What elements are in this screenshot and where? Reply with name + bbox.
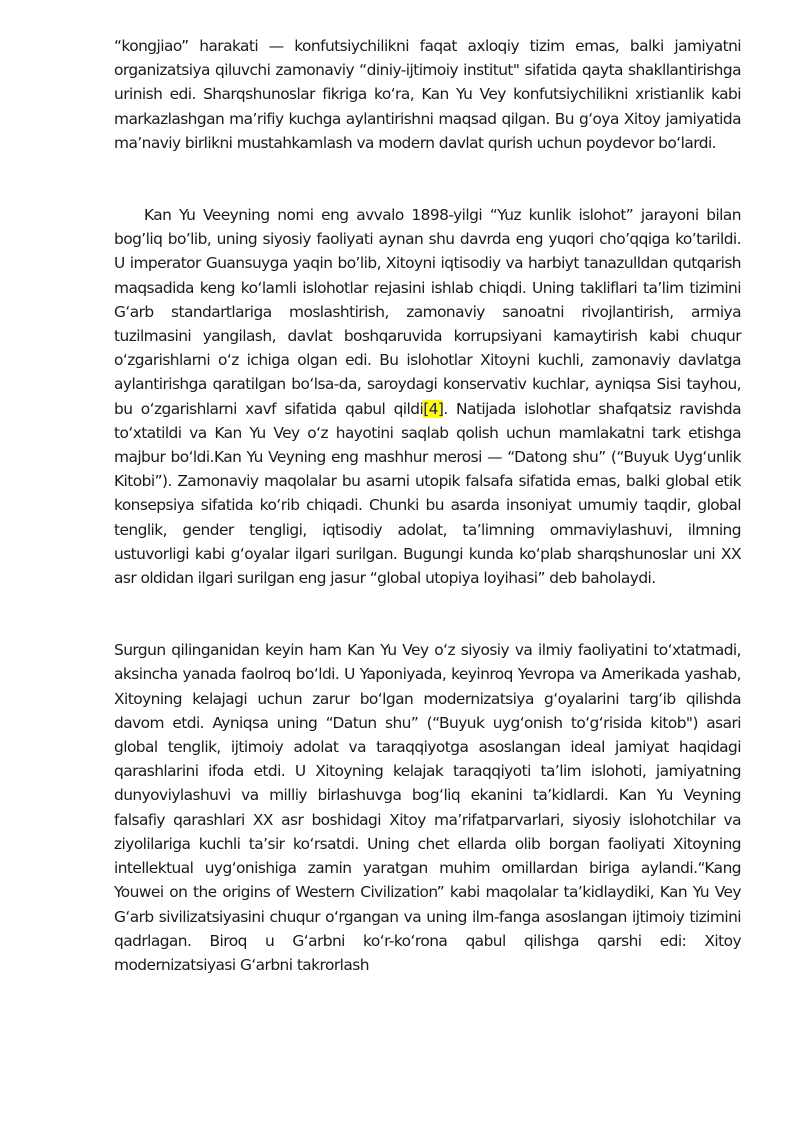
paragraph-text-before-citation: Kan Yu Veeyning nomi eng avvalo 1898-yilgi “Yuz kunlik islohot” jarayoni bilan bogʼliq boʼlib, uning siyosiy faoliyati aynan shu davrda eng yuqori choʼqqiga koʼtarildi. U imperator Guansuyga yaqin boʼlib, Xitoyni iqtisodiy va harbiyt tanazulldan qutqarish maqsadida keng koʻlamli islohotlar rejasini ishlab chiqdi. Uning takliflari taʼlim tizimini Gʻarb standartlariga moslashtirish, zamonaviy sanoatni rivojlantirish, armiya tuzilmasini yangilash, davlat boshqaruvida korrupsiyani kamaytirish kabi chuqur oʻzgarishlarni oʻz ichiga olgan edi. Bu islohotlar Xitoyni kuchli, zamonaviy davlatga aylantirishga qaratilgan boʻlsa-da, saroydagi konservativ kuchlar, ayniqsa Sisi tayhou, bu oʻzgarishlarni xavf sifatida qabul qildi <box>114 206 741 418</box>
paragraph-exile-activity: Surgun qilinganidan keyin ham Kan Yu Vey oʻz siyosiy va ilmiy faoliyatini toʻxtatmadi, aksincha yanada faolroq boʻldi. U Yaponiyada, keyinroq Yevropa va Amerikada yashab, Xitoyning kelajagi uchun zarur boʻlgan modernizatsiya gʻoyalarini targʻib qilishda davom etdi. Ayniqsa uning “Datun shu” (“Buyuk uygʻonish toʻgʻrisida kitob") asari global tenglik, ijtimoiy adolat va taraqqiyotga asoslangan ideal jamiyat haqidagi qarashlarini ifoda etdi. U Xitoyning kelajak taraqqiyoti taʼlim islohoti, jamiyatning dunyoviylashuvi va milliy birlashuvga bogʻliq ekanini taʼkidlardi. Kan Yu Veyning falsafiy qarashlari XX asr boshidagi Xitoy maʼrifatparvarlari, siyosiy islohotchilar va ziyolilariga kuchli taʼsir koʻrsatdi. Uning chet ellarda olib borgan faoliyati Xitoyning intellektual uygʻonishiga zamin yaratgan muhim omillardan biriga aylandi.“Kang Youwei on the origins of Western Civilization” kabi maqolalar taʼkidlaydiki, Kan Yu Vey Gʻarb sivilizatsiyasini chuqur oʻrgangan va uning ilm-fanga asoslangan ijtimoiy tizimini qadrlagan. Biroq u Gʻarbni koʻr-koʻrona qabul qilishga qarshi edi: Xitoy modernizatsiyasi Gʻarbni takrorlash <box>114 641 741 974</box>
paragraph-hundred-days-reform <box>114 203 741 590</box>
paragraph-kongjiao: “kongjiao” harakati — konfutsiychilikni faqat axloqiy tizim emas, balki jamiyatni organizatsiya qiluvchi zamonaviy “diniy-ijtimoiy institut" sifatida qayta shakllantirishga urinish edi. Sharqshunoslar fikriga koʻra, Kan Yu Vey konfutsiychilikni xristianlik kabi markazlashgan maʼrifiy kuchga aylantirishni maqsad qilgan. Bu gʻoya Xitoy jamiyatida maʼnaviy birlikni mustahkamlash va modern davlat qurish uchun poydevor boʻlardi. <box>114 37 741 152</box>
document-page <box>114 34 741 977</box>
citation-link-4[interactable]: [4] <box>423 399 444 418</box>
paragraph-text-after-citation: . Natijada islohotlar shafqatsiz ravishda toʻxtatildi va Kan Yu Vey oʻz hayotini saqlab qolish uchun mamlakatni tark etishga majbur boʻldi.Kan Yu Veyning eng mashhur merosi — “Datong shu” (“Buyuk Uygʻunlik Kitobi”). Zamonaviy maqolalar bu asarni utopik falsafa sifatida emas, balki global etik konsepsiya sifatida koʻrib chiqadi. Chunki bu asarda insoniyat umumiy taqdir, global tenglik, gender tengligi, iqtisodiy adolat, taʼlimning ommaviylashuvi, ilmning ustuvorligi kabi gʻoyalar ilgari surilgan. Bugungi kunda koʻplab sharqshunoslar uni XX asr oldidan ilgari surilgan eng jasur “global utopiya loyihasi” deb baholaydi. <box>114 399 741 588</box>
